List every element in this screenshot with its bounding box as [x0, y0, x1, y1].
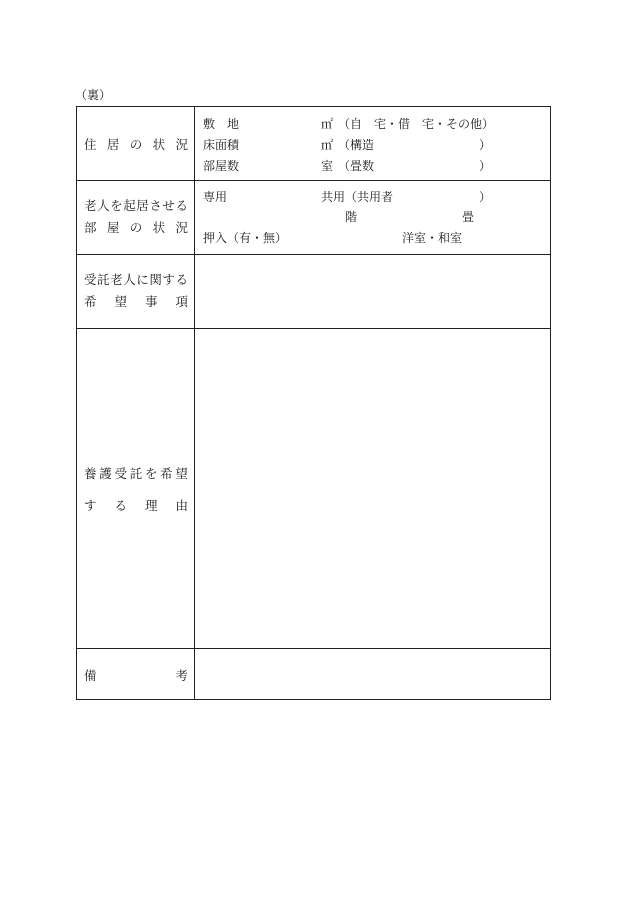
floor-area-label: 床面積 [203, 138, 240, 152]
row-label-line [77, 665, 194, 684]
label-char: 況 [175, 136, 188, 152]
label-char: に [136, 271, 149, 287]
elder-room-details [195, 181, 551, 255]
label-wishes [77, 255, 195, 329]
label-char: 護 [99, 465, 112, 481]
label-char: 況 [175, 219, 188, 235]
label-char: 養 [84, 465, 97, 481]
label-char: の [129, 219, 143, 235]
label-char: 人 [97, 197, 110, 213]
label-char: る [175, 271, 188, 287]
label-char: せ [162, 197, 175, 213]
label-char: 希 [84, 293, 97, 309]
tatami-close: ） [479, 159, 492, 173]
room-unit: 室 [321, 159, 334, 173]
label-housing [77, 107, 195, 181]
label-char: 状 [152, 219, 166, 235]
label-char: 託 [129, 465, 143, 481]
label-char: 事 [144, 293, 158, 309]
tatami-size: 畳 [462, 210, 475, 224]
label-char: 託 [97, 271, 110, 287]
row-label-line [77, 269, 194, 288]
row-label-line [77, 217, 194, 236]
label-char: さ [149, 197, 162, 213]
label-char: 受 [84, 271, 97, 287]
closet-presence: 押入（有・無） [203, 231, 288, 245]
reason-field[interactable] [195, 329, 551, 649]
label-char: 関 [149, 271, 162, 287]
label-char: を [144, 465, 158, 481]
shared-use: 共用（共用者 [321, 190, 394, 204]
row-label-line [77, 195, 194, 214]
label-char: 望 [175, 465, 188, 481]
wishes-field[interactable] [195, 255, 551, 329]
structure-field: （構造 [338, 138, 375, 152]
label-char: す [162, 271, 175, 287]
label-char: 屋 [106, 219, 120, 235]
housing-details [195, 107, 551, 181]
label-char: 老 [110, 271, 123, 287]
row-label-line [77, 134, 194, 153]
label-char: を [110, 197, 123, 213]
application-form-back [76, 106, 551, 700]
label-char: 受 [114, 465, 127, 481]
label-char: 起 [123, 197, 136, 213]
label-elder-room [77, 181, 195, 255]
row-label-line [77, 463, 194, 482]
label-char: 希 [160, 465, 173, 481]
site-unit-m2: ㎡ [321, 117, 334, 131]
label-char: 項 [175, 293, 188, 309]
label-reason [77, 329, 195, 649]
label-char: 住 [84, 136, 97, 152]
label-char: る [175, 197, 188, 213]
shared-close: ） [479, 190, 492, 204]
label-char: 理 [144, 497, 158, 513]
label-char: 考 [175, 667, 188, 683]
remarks-field[interactable] [195, 649, 551, 700]
room-type: 洋室・和室 [402, 231, 463, 245]
room-count-label: 部屋数 [203, 159, 240, 173]
label-char: 居 [106, 136, 120, 152]
page-header: （裏） [75, 88, 112, 102]
floor-unit-m2: ㎡ [321, 138, 334, 152]
exclusive-use: 専用 [203, 190, 228, 204]
floor-level: 階 [345, 210, 358, 224]
label-char: 由 [175, 497, 188, 513]
label-char: 部 [84, 219, 97, 235]
structure-close: ） [479, 138, 492, 152]
label-char: 望 [114, 293, 127, 309]
label-char: 人 [123, 271, 136, 287]
tatami-count-field: （畳数 [338, 159, 375, 173]
label-char: 居 [136, 197, 149, 213]
row-wishes [77, 255, 551, 329]
site-ownership-options: （自 宅・借 宅・その他） [338, 117, 495, 131]
row-remarks [77, 649, 551, 700]
row-label-line [77, 291, 194, 310]
site-label: 敷 地 [203, 117, 240, 131]
label-char: る [114, 497, 127, 513]
row-reason [77, 329, 551, 649]
label-char: 状 [152, 136, 166, 152]
label-char: す [84, 497, 97, 513]
label-char: 備 [84, 667, 97, 683]
label-char: 老 [84, 197, 97, 213]
label-remarks [77, 649, 195, 700]
label-char: の [129, 136, 143, 152]
row-label-line [77, 495, 194, 514]
row-elder-room [77, 181, 551, 255]
row-housing [77, 107, 551, 181]
